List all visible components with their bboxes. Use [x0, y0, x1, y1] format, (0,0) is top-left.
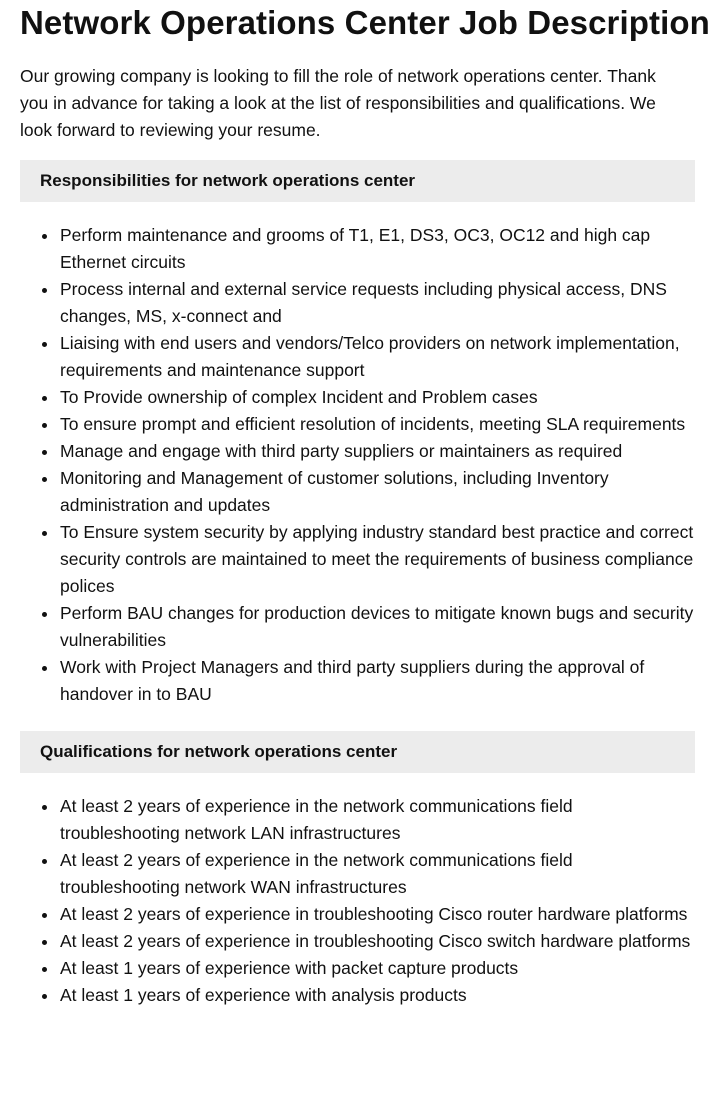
list-item: At least 1 years of experience with analysis products: [20, 982, 695, 1009]
list-item: Monitoring and Management of customer solutions, including Inventory administration and updates: [20, 465, 695, 519]
responsibilities-heading: Responsibilities for network operations center: [20, 160, 695, 202]
intro-paragraph: Our growing company is looking to fill the role of network operations center. Thank you in advance for taking a look at the list of responsibilities and qualifications. We look forward to reviewing your resume.: [20, 66, 656, 140]
list-item: At least 2 years of experience in troubleshooting Cisco switch hardware platforms: [20, 928, 695, 955]
list-item: Work with Project Managers and third party suppliers during the approval of handover in to BAU: [20, 654, 695, 708]
list-item: At least 2 years of experience in the network communications field troubleshooting network LAN infrastructures: [20, 793, 695, 847]
page-title: Network Operations Center Job Description: [20, 4, 710, 41]
job-description-page: [20, 0, 710, 1009]
list-item: To Provide ownership of complex Incident and Problem cases: [20, 384, 695, 411]
list-item: Liaising with end users and vendors/Telco providers on network implementation, requirements and maintenance support: [20, 330, 695, 384]
list-item: To Ensure system security by applying industry standard best practice and correct security controls are maintained to meet the requirements of business compliance polices: [20, 519, 695, 600]
list-item: At least 1 years of experience with packet capture products: [20, 955, 695, 982]
qualifications-heading: Qualifications for network operations center: [20, 731, 695, 773]
responsibilities-list: [20, 202, 695, 708]
list-item: At least 2 years of experience in troubleshooting Cisco router hardware platforms: [20, 901, 695, 928]
list-item: Manage and engage with third party suppliers or maintainers as required: [20, 438, 695, 465]
list-item: Perform BAU changes for production devices to mitigate known bugs and security vulnerabilities: [20, 600, 695, 654]
list-item: Process internal and external service requests including physical access, DNS changes, MS, x-connect and: [20, 276, 695, 330]
list-item: Perform maintenance and grooms of T1, E1, DS3, OC3, OC12 and high cap Ethernet circuits: [20, 222, 695, 276]
list-item: To ensure prompt and efficient resolution of incidents, meeting SLA requirements: [20, 411, 695, 438]
qualifications-list: [20, 773, 695, 1009]
list-item: At least 2 years of experience in the network communications field troubleshooting network WAN infrastructures: [20, 847, 695, 901]
